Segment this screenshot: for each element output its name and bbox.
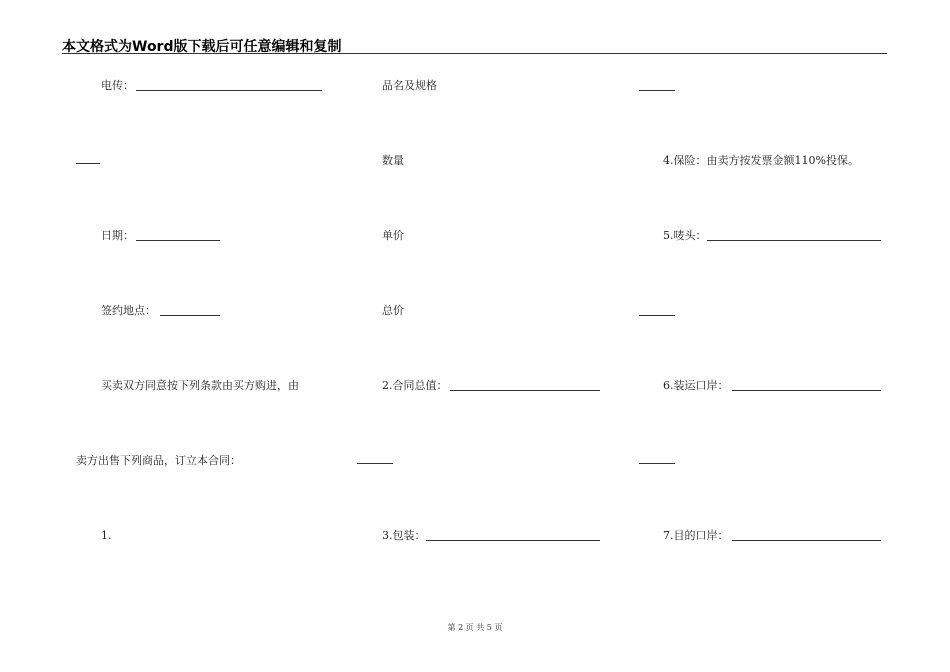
intro-text-line2: 卖方出售下列商品，订立本合同： bbox=[76, 454, 241, 467]
fax-label: 电传： bbox=[101, 79, 134, 92]
total-price-label: 总价 bbox=[382, 304, 404, 317]
blank-line bbox=[357, 463, 393, 464]
intro-text-line1: 买卖双方同意按下列条款由买方购进，由 bbox=[101, 379, 299, 392]
blank-line bbox=[76, 163, 100, 164]
insurance-text: 4.保险：由卖方按发票金额110%投保。 bbox=[663, 154, 859, 167]
blank-line bbox=[639, 463, 675, 464]
header-divider bbox=[62, 53, 887, 54]
loading-port-label: 6.装运口岸： bbox=[663, 379, 729, 392]
date-label: 日期： bbox=[101, 229, 134, 242]
product-spec-label: 品名及规格 bbox=[382, 79, 437, 92]
page-number-footer: 第 2 页 共 5 页 bbox=[447, 623, 503, 632]
loading-port-blank bbox=[732, 390, 881, 391]
blank-line bbox=[639, 90, 675, 91]
date-blank bbox=[136, 240, 220, 241]
item-1-number: 1. bbox=[101, 529, 112, 542]
unit-price-label: 单价 bbox=[382, 229, 404, 242]
quantity-label: 数量 bbox=[382, 154, 404, 167]
page-header-title: 本文格式为Word版下载后可任意编辑和复制 bbox=[62, 39, 342, 55]
fax-blank bbox=[136, 90, 322, 91]
packing-label: 3.包装： bbox=[382, 529, 426, 542]
blank-line bbox=[639, 315, 675, 316]
contract-total-value-label: 2.合同总值： bbox=[382, 379, 448, 392]
shipping-marks-blank bbox=[707, 240, 881, 241]
shipping-marks-label: 5.唛头： bbox=[663, 229, 707, 242]
destination-port-blank bbox=[732, 540, 881, 541]
signing-place-blank bbox=[160, 315, 220, 316]
signing-place-label: 签约地点： bbox=[101, 304, 156, 317]
contract-total-value-blank bbox=[450, 390, 600, 391]
destination-port-label: 7.目的口岸： bbox=[663, 529, 729, 542]
packing-blank bbox=[426, 540, 600, 541]
